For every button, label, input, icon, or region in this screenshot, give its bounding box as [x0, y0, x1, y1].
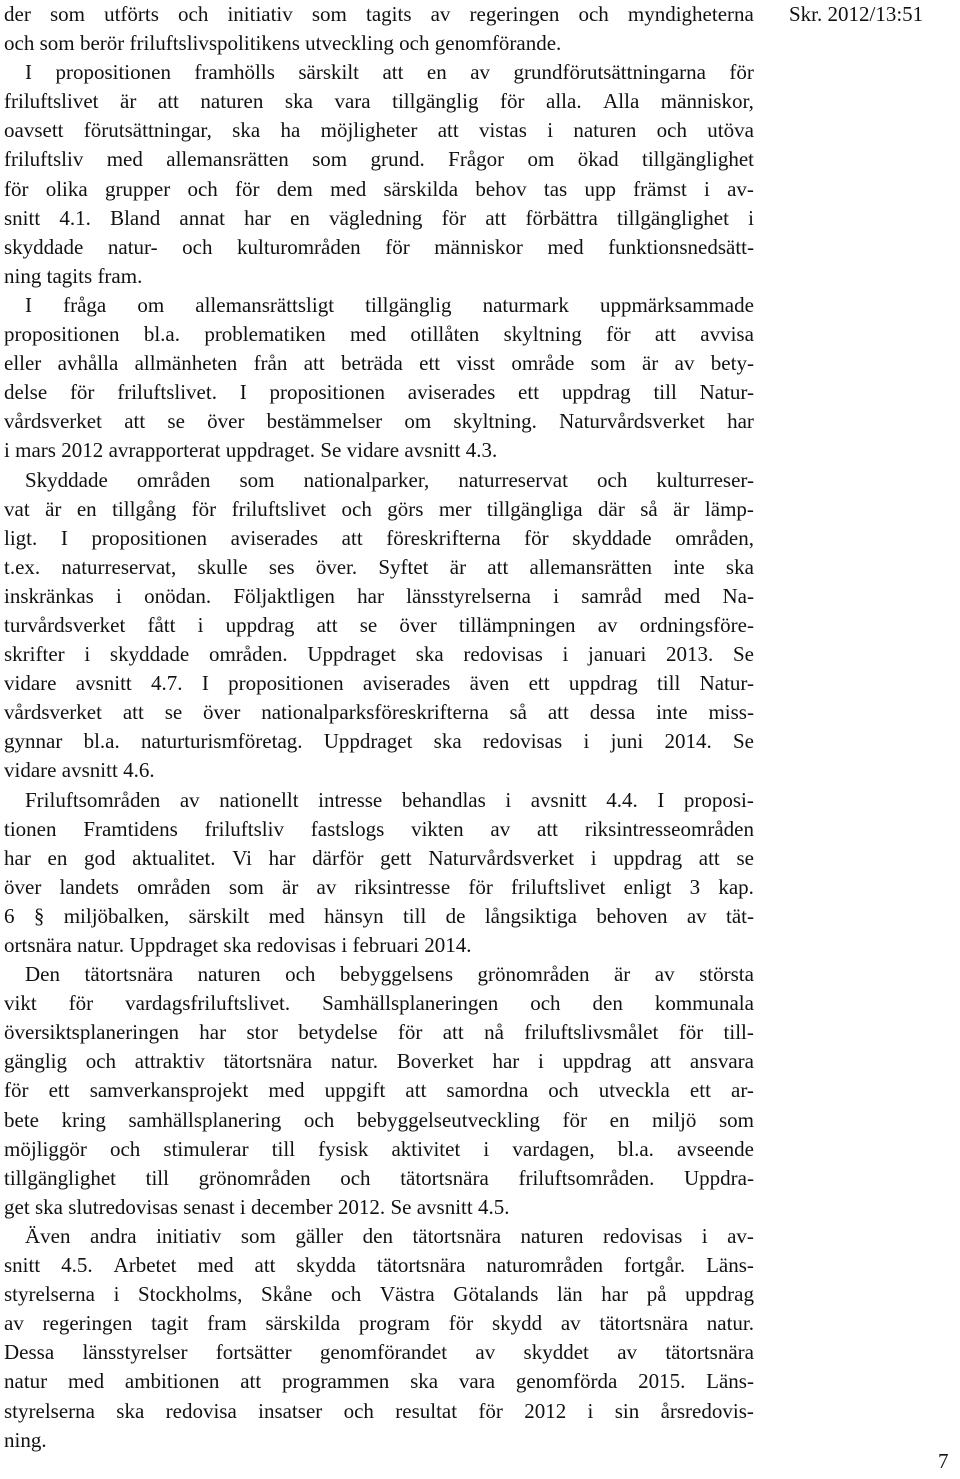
text-line: vidare avsnitt 4.6.: [4, 758, 155, 783]
text-line: tillgänglighet till grönområden och tätortsnära friluftsområden. Uppdra-: [4, 1165, 754, 1190]
text-line: vårdsverket att se över bestämmelser om skyltning. Naturvårdsverket har: [4, 409, 754, 434]
text-line: eller avhålla allmänheten från att beträda ett visst område som är av bety-: [4, 351, 754, 376]
text-line: vidare avsnitt 4.7. I propositionen aviserades även ett uppdrag till Natur-: [4, 671, 754, 696]
text-line: och som berör friluftslivspolitikens utveckling och genomförande.: [4, 31, 562, 56]
page-number: 7: [938, 1449, 949, 1473]
text-line: I fråga om allemansrättsligt tillgänglig naturmark uppmärksammade: [25, 292, 754, 317]
body-text: [4, 0, 754, 1455]
text-line: av regeringen tagit fram särskilda program för skydd av tätortsnära natur.: [4, 1311, 754, 1336]
text-line: bete kring samhällsplanering och bebyggelseutveckling för en miljö som: [4, 1107, 754, 1132]
text-line: propositionen bl.a. problematiken med otillåten skyltning för att avvisa: [4, 322, 754, 347]
text-line: delse för friluftslivet. I propositionen aviserades ett uppdrag till Natur-: [4, 380, 754, 405]
text-line: 6 § miljöbalken, särskilt med hänsyn till de långsiktiga behoven av tät-: [4, 903, 754, 928]
text-line: inskränkas i onödan. Följaktligen har länsstyrelserna i samråd med Na-: [4, 583, 754, 608]
text-line: friluftsliv med allemansrätten som grund. Frågor om ökad tillgänglighet: [4, 147, 754, 172]
text-line: t.ex. naturreservat, skulle ses över. Syftet är att allemansrätten inte ska: [4, 554, 754, 579]
text-line: oavsett förutsättningar, ska ha möjligheter att vistas i naturen och utöva: [4, 118, 754, 143]
text-line: översiktsplaneringen har stor betydelse för att nå friluftslivsmålet för till-: [4, 1020, 754, 1045]
text-line: ning.: [4, 1427, 47, 1452]
text-line: snitt 4.1. Bland annat har en vägledning för att förbättra tillgänglighet i: [4, 205, 754, 230]
text-line: Friluftsområden av nationellt intresse behandlas i avsnitt 4.4. I proposi-: [25, 787, 754, 812]
text-line: vikt för vardagsfriluftslivet. Samhällsplaneringen och den kommunala: [4, 991, 754, 1016]
text-line: ning tagits fram.: [4, 263, 143, 288]
text-line: tionen Framtidens friluftsliv fastslogs vikten av att riksintresseområden: [4, 816, 754, 841]
text-line: vårdsverket att se över nationalparksföreskrifterna så att dessa inte miss-: [4, 700, 754, 725]
text-line: friluftslivet är att naturen ska vara tillgänglig för alla. Alla människor,: [4, 89, 754, 114]
text-line: gänglig och attraktiv tätortsnära natur. Boverket har i uppdrag att ansvara: [4, 1049, 754, 1074]
text-line: ligt. I propositionen aviserades att föreskrifterna för skyddade områden,: [4, 525, 754, 550]
text-line: styrelserna i Stockholms, Skåne och Västra Götalands län har på uppdrag: [4, 1282, 754, 1307]
text-line: i mars 2012 avrapporterat uppdraget. Se vidare avsnitt 4.3.: [4, 438, 498, 463]
text-line: gynnar bl.a. naturturismföretag. Uppdraget ska redovisas i juni 2014. Se: [4, 729, 754, 754]
text-line: Skyddade områden som nationalparker, naturreservat och kulturreser-: [25, 467, 754, 492]
document-reference: Skr. 2012/13:51: [789, 2, 924, 26]
text-line: över landets områden som är av riksintresse för friluftslivet enligt 3 kap.: [4, 874, 754, 899]
text-line: turvårdsverket fått i uppdrag att se över tillämpningen av ordningsföre-: [4, 612, 754, 637]
text-line: vat är en tillgång för friluftslivet och görs mer tillgängliga där så är lämp-: [4, 496, 754, 521]
text-line: ortsnära natur. Uppdraget ska redovisas i februari 2014.: [4, 933, 472, 957]
text-line: skyddade natur- och kulturområden för människor med funktionsnedsätt-: [4, 234, 754, 259]
text-line: skrifter i skyddade områden. Uppdraget ska redovisas i januari 2013. Se: [4, 642, 754, 667]
text-line: Även andra initiativ som gäller den tätortsnära naturen redovisas i av-: [25, 1223, 754, 1248]
text-line: Den tätortsnära naturen och bebyggelsens grönområden är av största: [25, 962, 754, 987]
text-line: har en god aktualitet. Vi har därför gett Naturvårdsverket i uppdrag att se: [4, 845, 754, 870]
text-line: natur med ambitionen att programmen ska vara genomförda 2015. Läns-: [4, 1369, 754, 1394]
text-line: der som utförts och initiativ som tagits av regeringen och myndigheterna: [4, 2, 754, 26]
text-line: för olika grupper och för dem med särskilda behov tas upp främst i av-: [4, 176, 754, 201]
text-line: snitt 4.5. Arbetet med att skydda tätortsnära naturområden fortgår. Läns-: [4, 1253, 754, 1278]
text-line: Dessa länsstyrelser fortsätter genomförandet av skyddet av tätortsnära: [4, 1340, 754, 1365]
text-line: möjliggör och stimulerar till fysisk aktivitet i vardagen, bl.a. avseende: [4, 1136, 754, 1161]
text-line: get ska slutredovisas senast i december 2012. Se avsnitt 4.5.: [4, 1194, 510, 1219]
text-line: I propositionen framhölls särskilt att en av grundförutsättningarna för: [25, 60, 754, 85]
text-line: för ett samverkansprojekt med uppgift att samordna och utveckla ett ar-: [4, 1078, 754, 1103]
text-line: styrelserna ska redovisa insatser och resultat för 2012 i sin årsredovis-: [4, 1398, 754, 1423]
